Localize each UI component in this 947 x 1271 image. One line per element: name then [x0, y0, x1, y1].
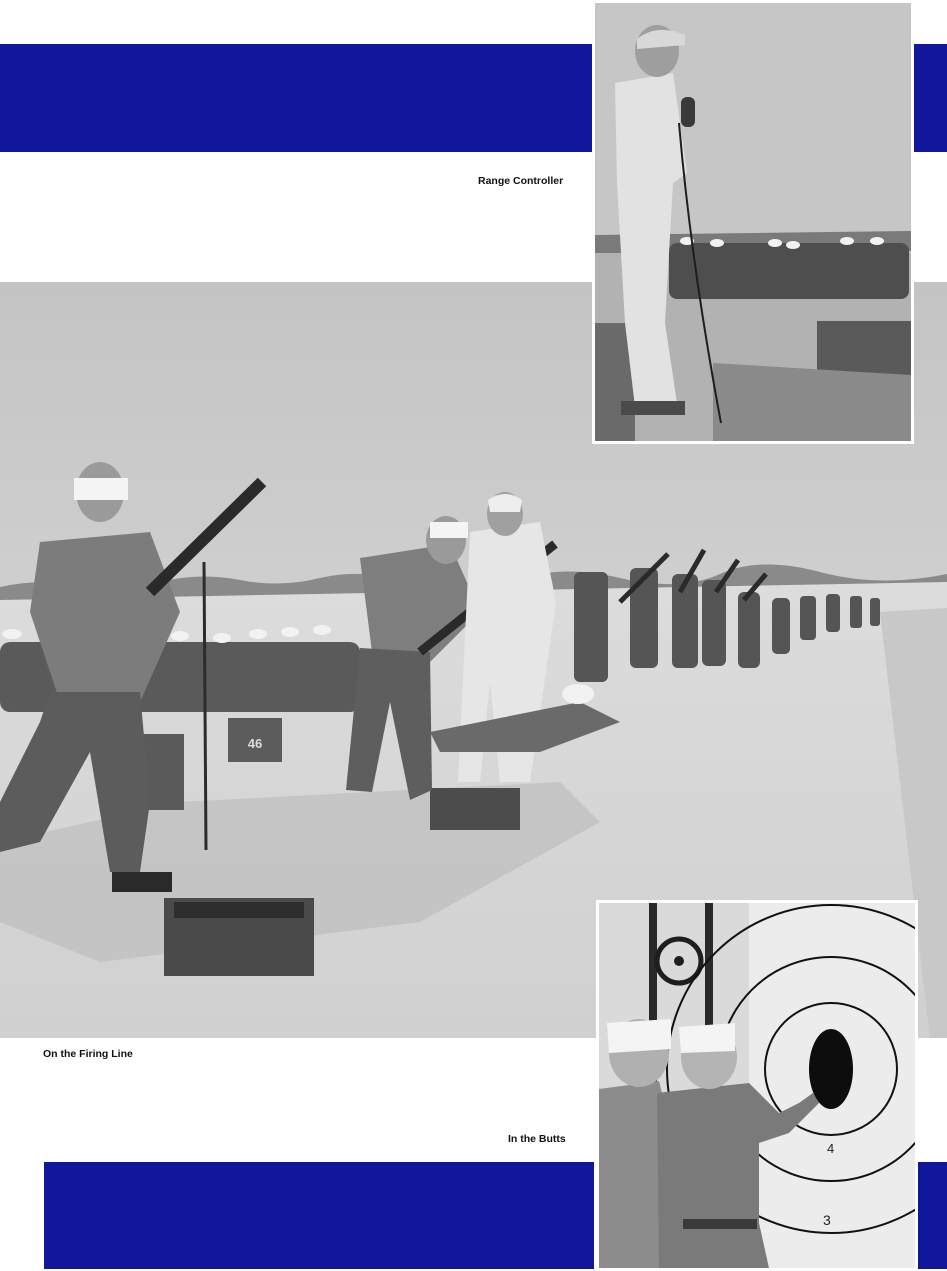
range-controller-photo: [592, 0, 914, 444]
caption-firing-line: On the Firing Line: [43, 1048, 133, 1060]
target-ring-label-4: 4: [827, 1141, 835, 1156]
bottom-blue-band-right: [918, 1162, 947, 1269]
ammo-box-label: 46: [247, 736, 263, 751]
caption-butts: In the Butts: [508, 1133, 566, 1145]
top-blue-band-left: [0, 44, 592, 152]
butts-photo: [596, 900, 918, 1271]
caption-range-controller: Range Controller: [478, 175, 564, 187]
target-ring-label-3: 3: [823, 1212, 831, 1228]
top-blue-band-right: [914, 44, 947, 152]
bottom-blue-band-left: [44, 1162, 594, 1269]
